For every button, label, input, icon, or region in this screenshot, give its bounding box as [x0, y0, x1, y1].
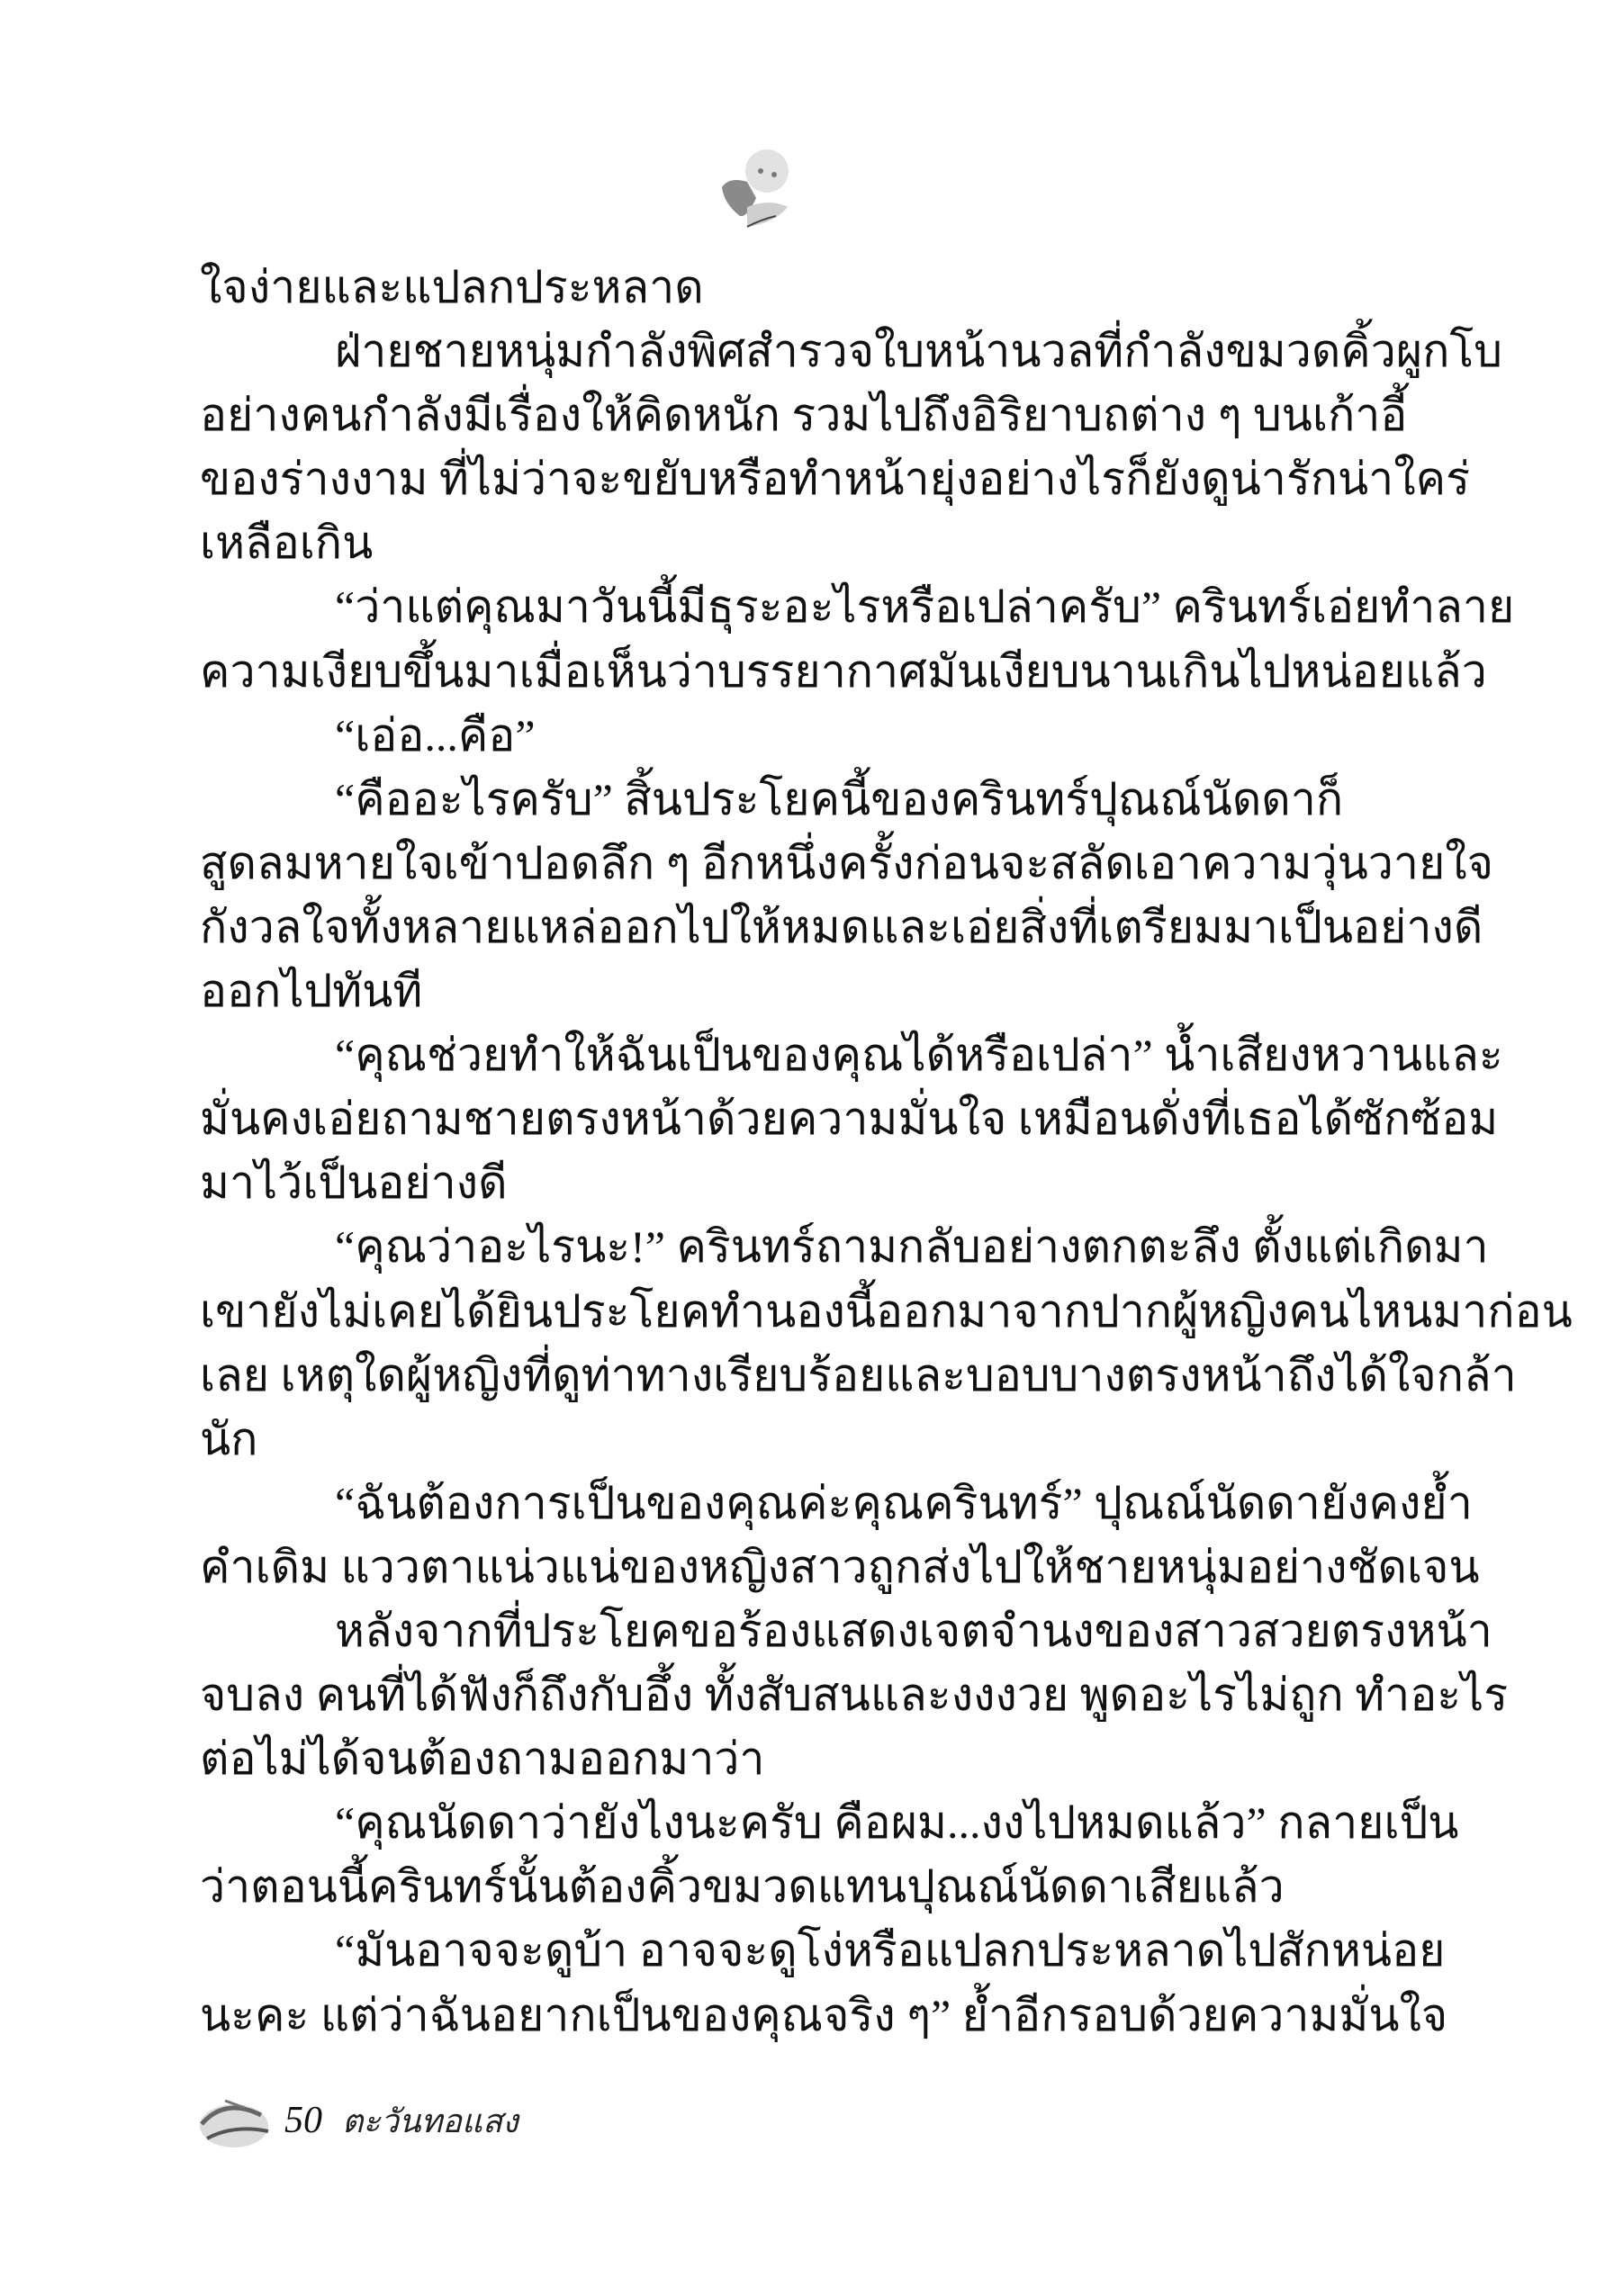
text-line: กังวลใจทั้งหลายแหล่ออกไปให้หมดและเอ่ยสิ่งที่เตรียมมาเป็นอย่างดี	[200, 901, 1483, 952]
cherub-ornament-icon	[720, 144, 803, 234]
text-line: “คืออะไรครับ” สิ้นประโยคนี้ของครินทร์ปุณณ์นัดดาก็	[335, 773, 1344, 824]
text-line: “ว่าแต่คุณมาวันนี้มีธุระอะไรหรือเปล่าครับ” ครินทร์เอ่ยทำลาย	[335, 581, 1515, 633]
text-line: “คุณว่าอะไรนะ!” ครินทร์ถามกลับอย่างตกตะลึง ตั้งแต่เกิดมา	[335, 1221, 1489, 1273]
page-footer	[189, 2086, 518, 2155]
text-line: ออกไปทันที	[200, 966, 423, 1017]
text-line: จบลง คนที่ได้ฟังก็ถึงกับอึ้ง ทั้งสับสนและงงงวย พูดอะไรไม่ถูก ทำอะไร	[200, 1670, 1509, 1721]
text-line: ความเงียบขึ้นมาเมื่อเห็นว่าบรรยากาศมันเงียบนานเกินไปหน่อยแล้ว	[200, 645, 1487, 697]
text-line: สูดลมหายใจเข้าปอดลึก ๆ อีกหนึ่งครั้งก่อนจะสลัดเอาความวุ่นวายใจ	[200, 837, 1493, 888]
body-text	[200, 256, 1573, 2048]
text-line: มาไว้เป็นอย่างดี	[200, 1157, 508, 1209]
text-line: เหลือเกิน	[200, 518, 374, 569]
text-line: เขายังไม่เคยได้ยินประโยคทำนองนี้ออกมาจากปากผู้หญิงคนไหนมาก่อน	[200, 1285, 1573, 1337]
text-line: ต่อไม่ได้จนต้องถามออกมาว่า	[200, 1733, 765, 1785]
text-line: ของร่างงาม ที่ไม่ว่าจะขยับหรือทำหน้ายุ่งอย่างไรก็ยังดูน่ารักน่าใคร่	[200, 454, 1470, 505]
text-line: คำเดิม แววตาแน่วแน่ของหญิงสาวถูกส่งไปให้ชายหนุ่มอย่างชัดเจน	[200, 1541, 1480, 1592]
text-line: “คุณนัดดาว่ายังไงนะครับ คือผม...งงไปหมดแล้ว” กลายเป็น	[335, 1797, 1459, 1849]
text-line: นัก	[200, 1413, 258, 1464]
text-line: เลย เหตุใดผู้หญิงที่ดูท่าทางเรียบร้อยและบอบบางตรงหน้าถึงได้ใจกล้า	[200, 1349, 1517, 1400]
text-line: ใจง่ายและแปลกประหลาด	[200, 262, 704, 312]
text-line: “เอ่อ...คือ”	[335, 709, 536, 761]
text-line: หลังจากที่ประโยคขอร้องแสดงเจตจำนงของสาวสวยตรงหน้า	[335, 1605, 1492, 1656]
page-number: 50	[284, 2100, 322, 2141]
text-line: ฝ่ายชายหนุ่มกำลังพิศสำรวจใบหน้านวลที่กำลังขมวดคิ้วผูกโบ	[335, 326, 1502, 377]
text-line: “มันอาจจะดูบ้า อาจจะดูโง่หรือแปลกประหลาดไปสักหน่อย	[335, 1925, 1446, 1976]
text-line: “คุณช่วยทำให้ฉันเป็นของคุณได้หรือเปล่า” น้ำเสียงหวานและ	[335, 1030, 1503, 1081]
text-line: ว่าตอนนี้ครินทร์นั้นต้องคิ้วขมวดแทนปุณณ์นัดดาเสียแล้ว	[200, 1861, 1285, 1913]
text-line: มั่นคงเอ่ยถามชายตรงหน้าด้วยความมั่นใจ เหมือนดั่งที่เธอได้ซักซ้อม	[200, 1094, 1499, 1145]
text-line: อย่างคนกำลังมีเรื่องให้คิดหนัก รวมไปถึงอิริยาบถต่าง ๆ บนเก้าอี้	[200, 390, 1408, 441]
text-line: “ฉันต้องการเป็นของคุณค่ะคุณครินทร์” ปุณณ์นัดดายังคงย้ำ	[335, 1477, 1473, 1528]
book-title: ตะวันทอแสง	[342, 2102, 518, 2139]
sun-ornament-icon	[189, 2088, 279, 2153]
text-line: นะคะ แต่ว่าฉันอยากเป็นของคุณจริง ๆ” ย้ำอีกรอบด้วยความมั่นใจ	[200, 1989, 1448, 2040]
